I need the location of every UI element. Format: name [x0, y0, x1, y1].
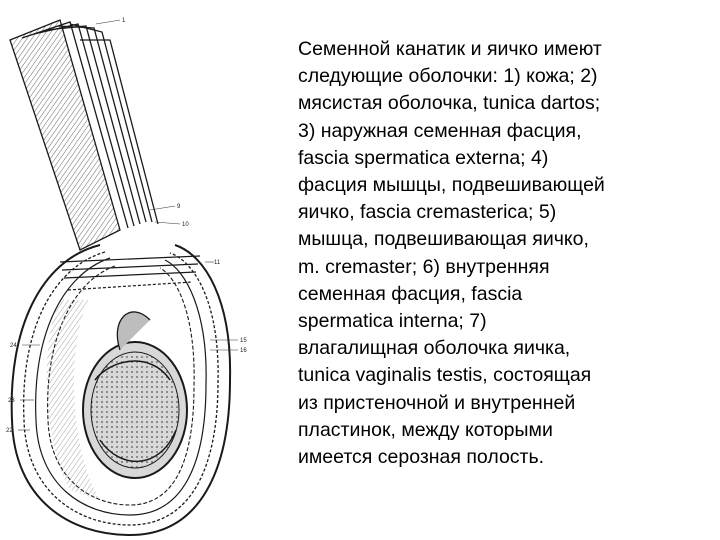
cord-bands	[60, 256, 200, 290]
figure-label: 9	[177, 204, 181, 210]
testis	[83, 312, 187, 478]
text-line: Семенной канатик и яичко имеют	[298, 38, 602, 60]
text-line: пластинок, между которыми	[298, 418, 553, 441]
text-line: мясистая оболочка, tunica dartos;	[298, 92, 601, 115]
text-line: семенная фасция, fascia	[298, 282, 523, 305]
text-line: tunica vaginalis testis, состоящая	[298, 364, 592, 387]
text-line: мышца, подвешивающая яичко,	[298, 228, 589, 251]
spermatic-cord	[10, 20, 158, 250]
figure-label: 1	[122, 18, 126, 24]
figure-label: 10	[182, 222, 189, 228]
figure-label: 15	[240, 338, 247, 344]
figure-label: 24	[10, 343, 17, 349]
text-line: m. cremaster; 6) внутренняя	[298, 255, 550, 278]
text-line: имеется серозная полость.	[298, 446, 545, 469]
text-line: fascia spermatica externa; 4)	[298, 146, 549, 169]
text-line: из пристеночной и внутренней	[298, 391, 576, 414]
figure-label: 22	[6, 428, 13, 434]
slide-text	[298, 36, 698, 471]
text-line: влагалищная оболочка яичка,	[298, 337, 571, 360]
figure-label: 16	[240, 348, 247, 354]
text-line: следующие оболочки: 1) кожа; 2)	[298, 65, 598, 88]
figure-label: 11	[214, 260, 221, 266]
text-line: фасция мышцы, подвешивающей	[298, 174, 605, 197]
text-line: 3) наружная семенная фасция,	[298, 119, 582, 142]
anatomical-illustration	[0, 0, 285, 540]
text-line: яичко, fascia cremasterica; 5)	[298, 201, 557, 224]
figure-label: 23	[8, 398, 15, 404]
text-line: spermatica interna; 7)	[298, 310, 487, 333]
